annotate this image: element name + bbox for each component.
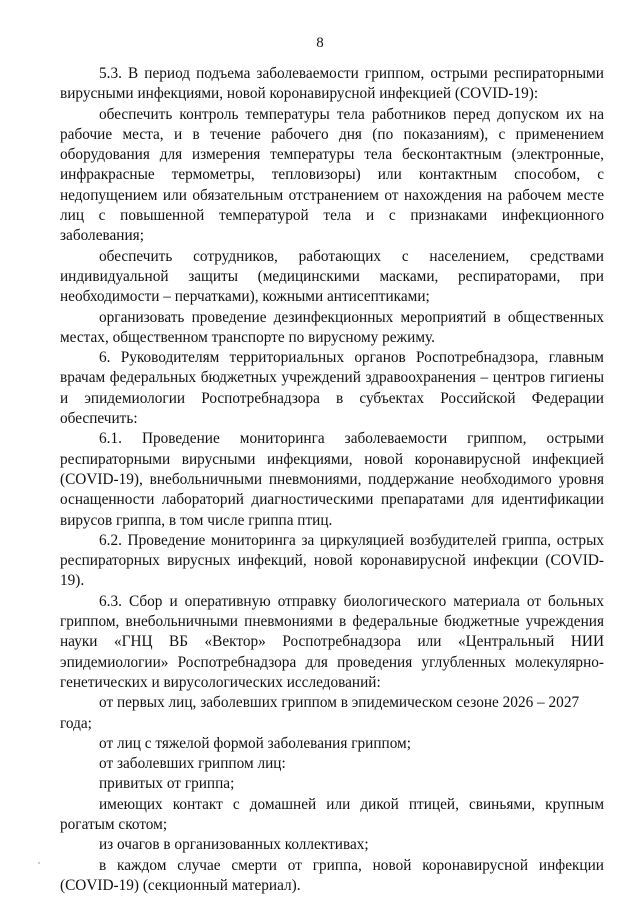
paragraph-6-1: 6.1. Проведение мониторинга заболеваемости гриппом, острыми респираторными вирусными инфекциями, новой коронавирусной инфекцией (COVID-19), внебольничными пневмониями, поддержание необходимого уровня оснащенности лабораторий диагностическими препаратами для идентификации вирусов гриппа, в том числе гриппа птиц. <box>60 430 604 529</box>
paragraph-temperature-control: обеспечить контроль температуры тела работников перед допуском их на рабочие места, и в течение рабочего дня (по показаниям), с применением оборудования для измерения температуры тела бесконтактным (электронные, инфракрасные термометры, тепловизоры) или контактным способом, с недопущением или обязательным отстранением от нахождения на рабочем месте лиц с повышенной температурой тела и с признаками инфекционного заболевания; <box>60 105 604 245</box>
list-item-outbreaks: из очагов в организованных коллективах; <box>99 836 369 854</box>
list-item-animal-contact: имеющих контакт с домашней или дикой птицей, свиньями, крупным рогатым скотом; <box>60 795 604 833</box>
paragraph-protective-equipment: обеспечить сотрудников, работающих с населением, средствами индивидуальной защиты (медицинскими масками, респираторами, при необходимости – перчатками), кожными антисептиками; <box>60 247 604 306</box>
scan-artifact <box>38 862 40 864</box>
paragraph-disinfection: организовать проведение дезинфекционных мероприятий в общественных местах, общественном транспорте по вирусному режиму. <box>60 308 604 346</box>
page-number: 8 <box>316 35 324 51</box>
paragraph-6: 6. Руководителям территориальных органов Роспотребнадзора, главным врачам федеральных бюджетных учреждений здравоохранения – центров гигиены и эпидемиологии Роспотребнадзора в субъектах Российской Федерации обеспечить: <box>60 349 604 428</box>
paragraph-5-3: 5.3. В период подъема заболеваемости гриппом, острыми респираторными вирусными инфекциями, новой коронавирусной инфекцией (COVID-19): <box>60 65 604 103</box>
list-item-vaccinated: привитых от гриппа; <box>99 775 235 793</box>
list-item-sick-persons: от заболевших гриппом лиц: <box>99 755 286 773</box>
list-item-fatal-cases: в каждом случае смерти от гриппа, новой коронавирусной инфекции (COVID-19) (секционный материал). <box>60 856 604 894</box>
list-item-severe-cases: от лиц с тяжелой формой заболевания гриппом; <box>99 734 411 752</box>
paragraph-6-2: 6.2. Проведение мониторинга за циркуляцией возбудителей гриппа, острых респираторных вирусных инфекций, новой коронавирусной инфекции (COVID-19). <box>60 531 604 590</box>
paragraph-6-3: 6.3. Сбор и оперативную отправку биологического материала от больных гриппом, внебольничными пневмониями в федеральные бюджетные учреждения науки «ГНЦ ВБ «Вектор» Роспотребнадзора или «Центральный НИИ эпидемиологии» Роспотребнадзора для проведения углубленных молекулярно-генетических и вирусологических исследований: <box>60 592 604 691</box>
document-body <box>60 64 604 896</box>
list-item-first-cases: от первых лиц, заболевших гриппом в эпидемическом сезоне 2026 – 2027 года; <box>60 694 580 732</box>
